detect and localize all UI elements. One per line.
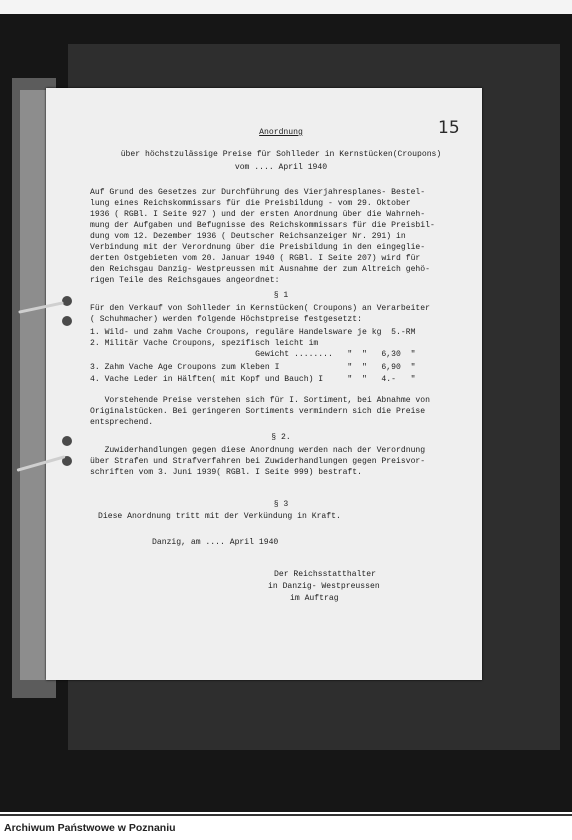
intro-line: mung der Aufgaben und Befugnisse des Reichskommissars für die Preisbil-	[90, 221, 435, 230]
archive-label: Archiwum Państwowe w Poznaniu	[4, 822, 176, 834]
price-line: 3. Zahm Vache Age Croupons zum Kleben I " " 6,90 "	[90, 363, 416, 372]
footer-rule	[0, 814, 572, 816]
document-date-line: vom .... April 1940	[234, 163, 328, 172]
section-text-line: Diese Anordnung tritt mit der Verkündung in Kraft.	[98, 512, 341, 521]
section-text-line: Zuwiderhandlungen gegen diese Anordnung werden nach der Verordnung	[90, 446, 426, 455]
price-line: Gewicht ........ " " 6,30 "	[90, 350, 416, 359]
intro-line: lung eines Reichskommissars für die Preisbildung - vom 29. Oktober	[90, 199, 411, 208]
punch-hole	[62, 316, 72, 326]
intro-line: 1936 ( RGBl. I Seite 927 ) und der ersten Anordnung über die Wahrneh-	[90, 210, 426, 219]
intro-line: derten Ostgebieten vom 20. Januar 1940 ( RGBl. I Seite 207) wird für	[90, 254, 421, 263]
intro-line: Auf Grund des Gesetzes zur Durchführung des Vierjahresplanes- Bestel-	[90, 188, 426, 197]
signature-line: in Danzig- Westpreussen	[268, 582, 380, 591]
section-text-line: über Strafen und Strafverfahren bei Zuwiderhandlungen gegen Preisvor-	[90, 457, 426, 466]
intro-line: rigen Teile des Reichsgaues angeordnet:	[90, 276, 280, 285]
archive-footer	[0, 812, 572, 840]
price-line: 4. Vache Leder in Hälften( mit Kopf und Bauch) I " " 4.- "	[90, 375, 416, 384]
section-heading: § 1	[273, 291, 289, 300]
intro-line: dung vom 12. Dezember 1936 ( Deutscher Reichsanzeiger Nr. 291) in	[90, 232, 406, 241]
section-heading: § 2.	[271, 433, 291, 442]
note-line: Vorstehende Preise verstehen sich für I. Sortiment, bei Abnahme von	[90, 396, 430, 405]
note-line: Originalstücken. Bei geringeren Sortiments vermindern sich die Preise	[90, 407, 426, 416]
signature-line: im Auftrag	[290, 594, 339, 603]
document-subtitle: über höchstzulässige Preise für Sohlleder in Kernstücken(Croupons)	[120, 150, 442, 159]
intro-line: den Reichsgau Danzig- Westpreussen mit Ausnahme der zum Altreich gehö-	[90, 265, 430, 274]
intro-line: Verbindung mit der Verordnung über die Preisbildung in den eingeglie-	[90, 243, 426, 252]
document-title: Anordnung	[259, 128, 303, 137]
section-text-line: schriften vom 3. Juni 1939( RGBl. I Seite 999) bestraft.	[90, 468, 362, 477]
signature-line: Der Reichsstatthalter	[274, 570, 376, 579]
section-heading: § 3	[273, 500, 289, 509]
document-text	[90, 128, 472, 603]
place-date: Danzig, am .... April 1940	[152, 538, 279, 547]
price-line: 2. Militär Vache Croupons, spezifisch leicht im	[90, 339, 319, 348]
punch-hole	[62, 436, 72, 446]
note-line: entsprechend.	[90, 418, 154, 427]
binder-inner-edge	[20, 90, 46, 680]
section-text-line: Für den Verkauf von Sohlleder in Kernstücken( Croupons) an Verarbeiter	[90, 304, 430, 313]
price-line: 1. Wild- und zahm Vache Croupons, reguläre Handelsware je kg 5.-RM	[90, 328, 416, 337]
punch-hole	[62, 296, 72, 306]
top-strip	[0, 0, 572, 14]
page-number: 15	[438, 118, 460, 138]
section-text-line: ( Schuhmacher) werden folgende Höchstpreise festgesetzt:	[90, 315, 362, 324]
